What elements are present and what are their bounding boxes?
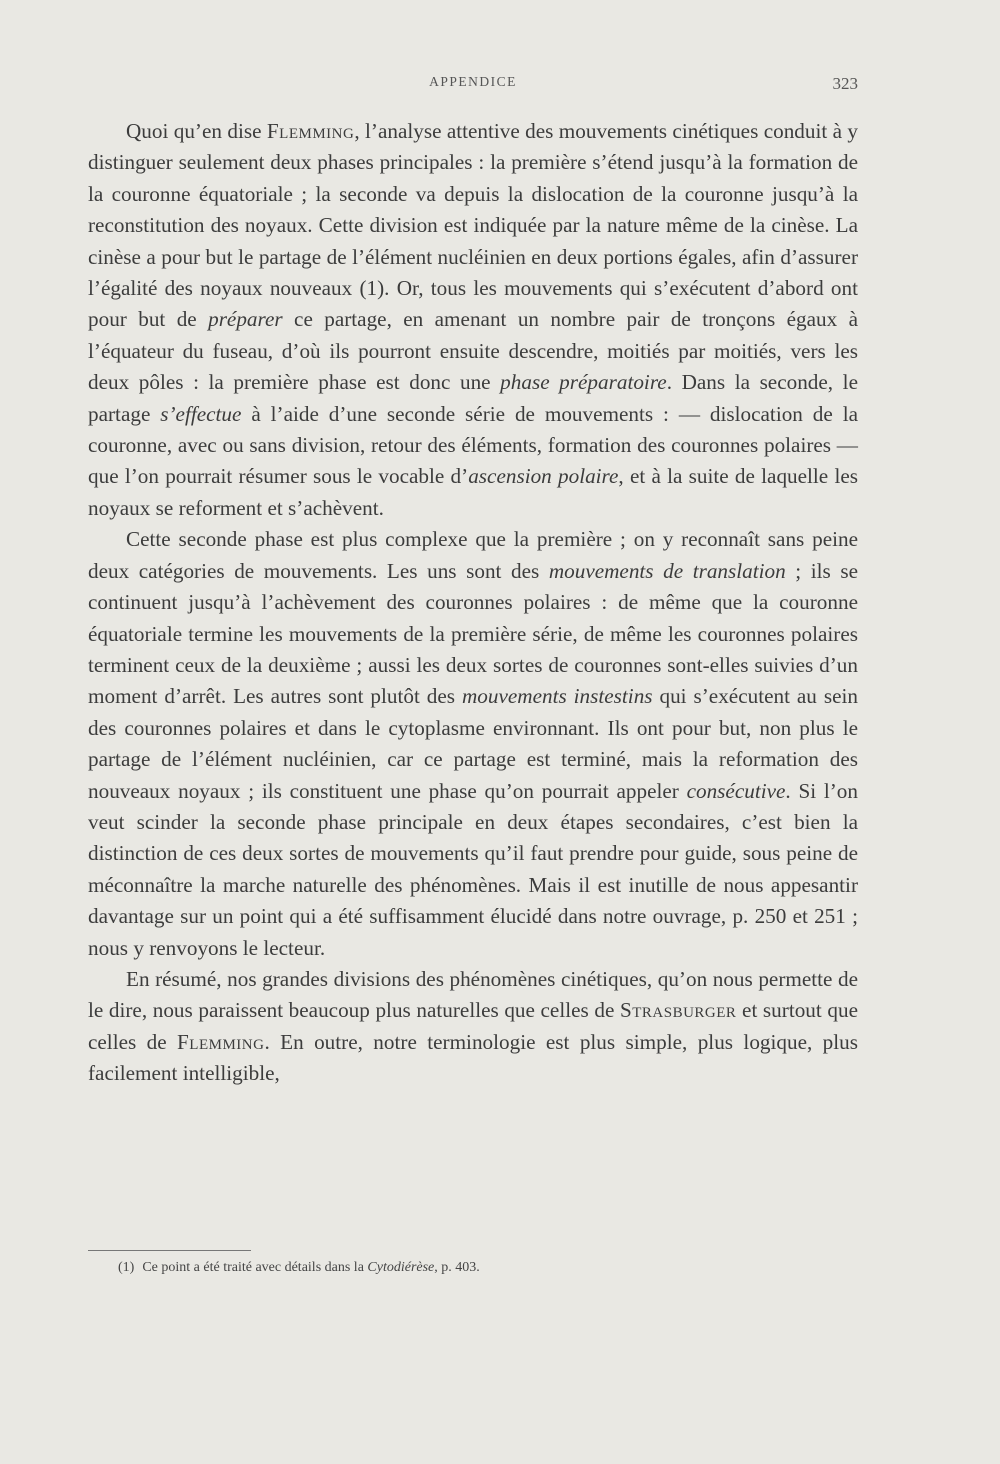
text-segment: . En outre, notre terminologie est plus simple, plus logique, plus facilement intelligible, [88,1029,858,1086]
paragraph-1 [88,116,858,524]
paragraph-3 [88,964,858,1090]
paragraph-2 [88,524,858,964]
text-segment: à l’aide d’une seconde série de mouvements : — dislocation de la couronne, avec ou sans division, retour des éléments, formation des couronnes polaires — que l’on pourrait résumer sous le vocable d’ [88,401,858,489]
text-segment: qui s’exécutent au sein des couronnes polaires et dans le cytoplasme environnant. Ils ont pour but, non plus le partage de l’élément nucléinien, car ce partage est terminé, mais la reformation des nouveaux noyaux ; ils constituent une phase qu’on pourrait appeler [88,684,858,803]
italic-text: mouvements instestins [461,684,653,709]
text-segment: En résumé, nos grandes divisions des phénomènes cinétiques, qu’on nous permette de le dire, nous paraissent beaucoup plus naturelles que celles de [88,966,858,1023]
body-text [88,116,858,1090]
page-number: 323 [832,74,858,93]
italic-text: s’effectue [160,401,242,426]
text-segment: ce partage, en amenant un nombre pair de tronçons égaux à l’équateur du fuseau, d’où ils pourront ensuite descendre, moitiés par moitiés, vers les deux pôles : la première phase est donc une [88,307,858,395]
text-segment: Quoi qu’en dise [126,119,267,143]
text-segment: . Dans la seconde, le partage [88,370,858,426]
author-name: Strasburger [619,998,737,1023]
italic-text: consécutive [686,778,786,803]
text-segment: , et à la suite de laquelle les noyaux se reforment et s’achèvent. [88,464,858,520]
italic-text: ascension polaire [468,464,619,489]
text-segment: ; ils se continuent jusqu’à l’achèvement des couronnes polaires : de même que la couronne équatoriale termine les mouvements de la première série, de même les couronnes polaires terminent ceux de la deuxième ; aussi les deux sortes de couronnes sont-elles suivies d’un moment d’arrêt. Les autres sont plutôt des [88,558,858,709]
text-segment: , l’analyse attentive des mouvements cinétiques conduit à y distinguer seulement deux phases principales : la première s’étend jusqu’à la formation de la couronne équatoriale ; la seconde va depuis la dislocation de la couronne jusqu’à la reconstitution des noyaux. Cette division est indiquée par la nature même de la cinèse. La cinèse a pour but le partage de l’élément nucléinien en deux portions égales, afin d’assurer l’égalité des noyaux nouveaux (1). Or, tous les mouvements qui s’exécutent d’abord ont pour but de [88,119,859,332]
italic-text: préparer [208,307,283,332]
footnote-text-before: Ce point a été traité avec détails dans la [142,1260,368,1275]
running-head [88,74,858,98]
text-segment: et surtout que celles de [88,998,858,1054]
italic-text: mouvements de translation [548,558,786,583]
italic-text: phase préparatoire [500,370,667,395]
footnote-italic-title: Cytodiérèse [367,1260,435,1275]
footnote-marker: (1) [118,1260,135,1275]
footnote [118,1260,858,1276]
author-name: Flemming [266,119,355,143]
footnote-rule [88,1250,251,1251]
running-title: APPENDICE [429,74,517,89]
text-segment: . Si l’on veut scinder la seconde phase principale en deux étapes secondaires, c’est bien la distinction de ces deux sortes de mouvements qu’il faut prendre pour guide, sous peine de méconnaître la marche naturelle des phénomènes. Mais il est inutille de nous appesantir davantage sur un point qui a été suffisamment élucidé dans notre ouvrage, p. 250 et 251 ; nous y renvoyons le lecteur. [88,778,858,960]
author-name: Flemming [177,1029,265,1054]
text-segment: Cette seconde phase est plus complexe que la première ; on y reconnaît sans peine deux catégories de mouvements. Les uns sont des [88,527,858,583]
footnote-text-after: , p. 403. [434,1260,480,1275]
